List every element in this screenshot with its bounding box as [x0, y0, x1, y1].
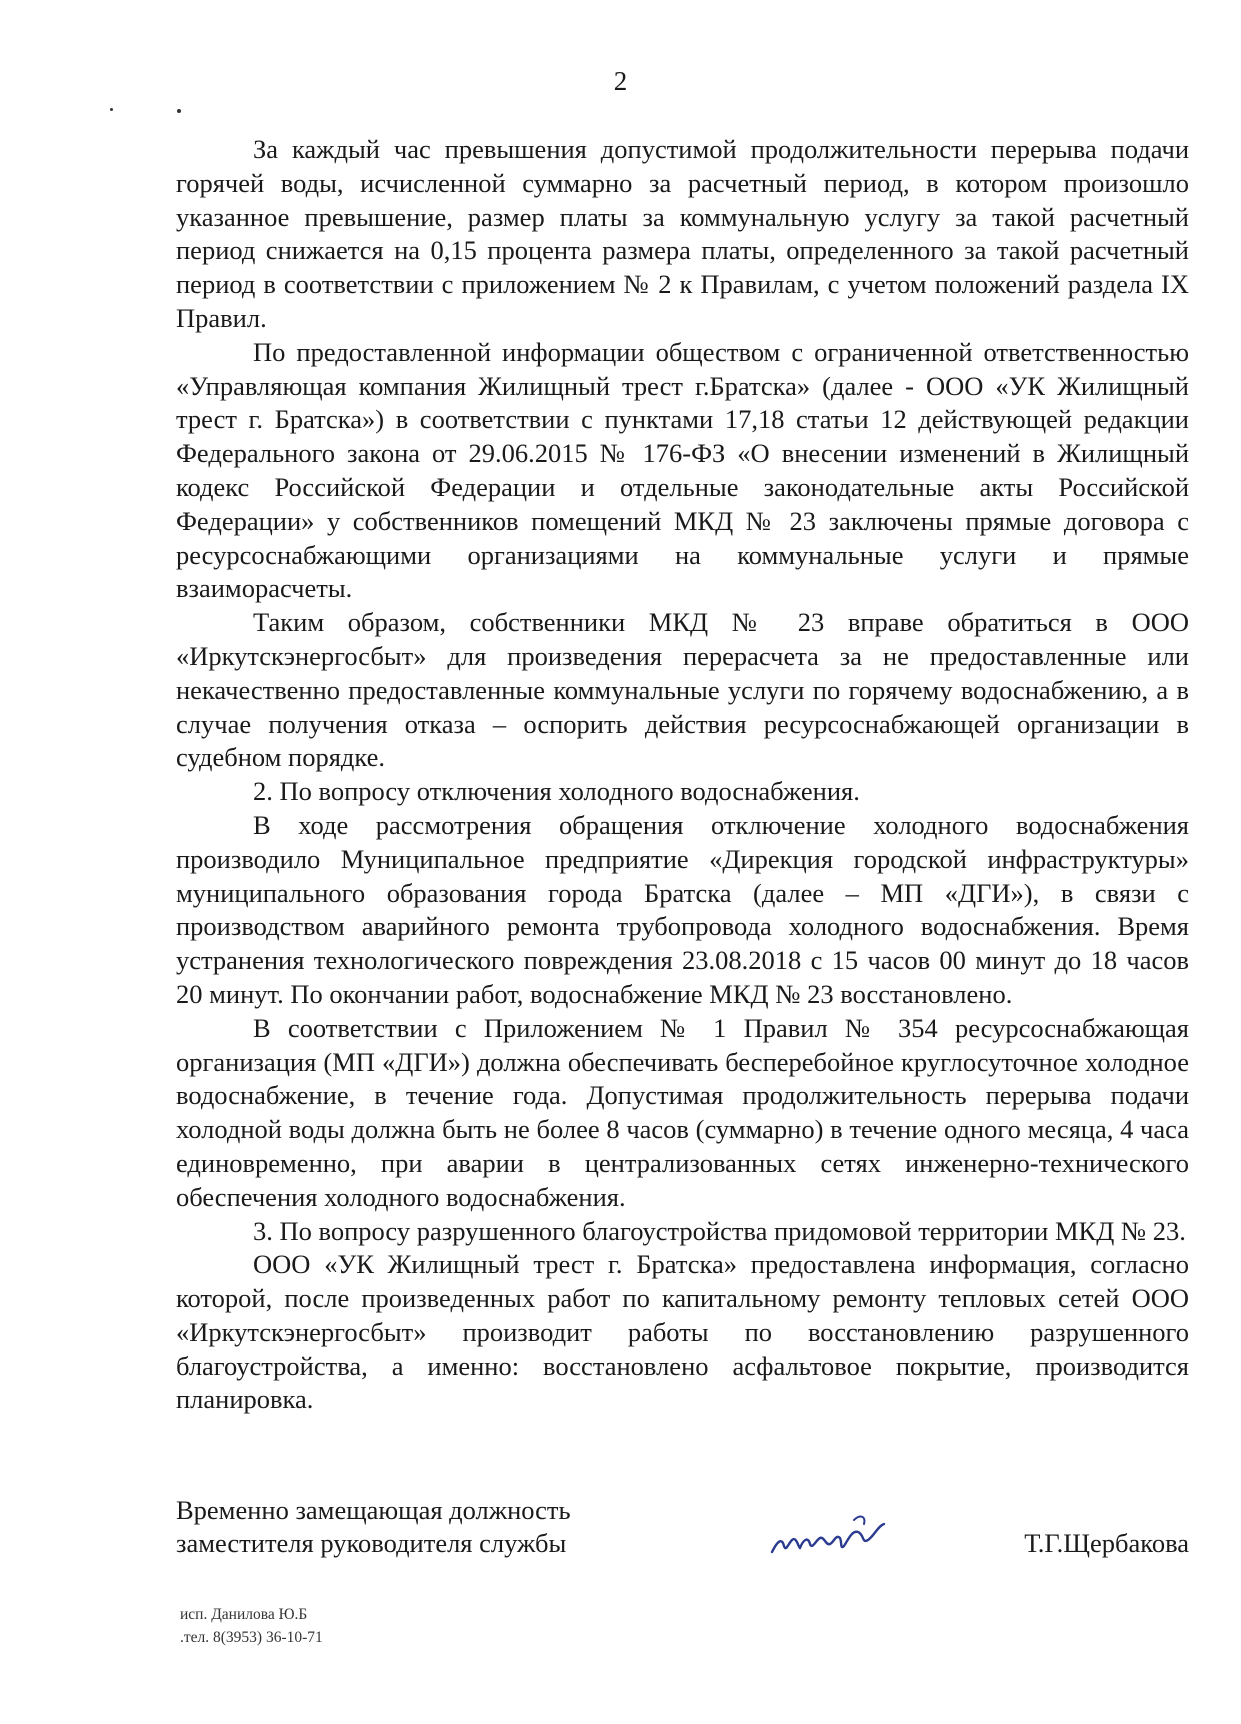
executor-footer — [180, 1603, 323, 1649]
paragraph-rules-354: В соответствии с Приложением № 1 Правил № 354 ресурсоснабжающая организация (МП «ДГИ») должна обеспечивать бесперебойное круглосуточное холодное водоснабжение, в течение года. Допустимая продолжительность перерыва подачи холодной воды должна быть не более 8 часов (суммарно) в течение одного месяца, 4 часа единовременно, при аварии в централизованных сетях инженерно-технического обеспечения холодного водоснабжения. — [176, 1012, 1189, 1212]
signature-block — [176, 1494, 1189, 1574]
paragraph-management-company: По предоставленной информации обществом с ограниченной ответственностью «Управляющая компания Жилищный трест г.Братска» (далее - ООО «УК Жилищный трест г. Братска») в соответствии с пунктами 17,18 статьи 12 действующей редакции Федерального закона от 29.06.2015 № 176-ФЗ «О внесении изменений в Жилищный кодекс Российской Федерации и отдельные законодательные акты Российской Федерации» у собственников помещений МКД № 23 заключены прямые договора с ресурсоснабжающими организациями на коммунальные услуги и прямые взаиморасчеты. — [176, 336, 1189, 604]
signatory-position — [176, 1494, 571, 1560]
paragraph-hot-water-fee: За каждый час превышения допустимой продолжительности перерыва подачи горячей воды, исчисленной суммарно за расчетный период, в котором произошло указанное превышение, размер платы за коммунальную услугу за такой расчетный период снижается на 0,15 процента размера платы, определенного за такой расчетный период в соответствии с приложением № 2 к Правилам, с учетом положений раздела IX Правил. — [176, 134, 1189, 333]
signatory-position-line2: заместителя руководителя службы — [176, 1528, 567, 1558]
handwritten-signature-icon — [766, 1510, 896, 1562]
paragraph-owners-right: Таким образом, собственники МКД № 23 вправе обратиться в ООО «Иркутскэнергосбыт» для произведения перерасчета за не предоставленные или некачественно предоставленные коммунальные услуги по горячему водоснабжению, а в случае получения отказа – оспорить действия ресурсоснабжающей организации в судебном порядке. — [176, 607, 1189, 773]
page-number: 2 — [613, 66, 628, 96]
paragraph-landscaping-restoration: ООО «УК Жилищный трест г. Братска» предоставлена информация, согласно которой, после произведенных работ по капитальному ремонту тепловых сетей ООО «Иркутскэнергосбыт» производит работы по восстановлению разрушенного благоустройства, а именно: восстановлено асфальтовое покрытие, производится планировка. — [176, 1249, 1189, 1415]
letter-body — [176, 133, 1189, 1417]
paragraph-cold-water-outage: В ходе рассмотрения обращения отключение холодного водоснабжения производило Муниципальное предприятие «Дирекция городской инфраструктуры» муниципального образования города Братска (далее – МП «ДГИ»), в связи с производством аварийного ремонта трубопровода холодного водоснабжения. Время устранения технологического повреждения 23.08.2018 с 15 часов 00 минут до 18 часов 20 минут. По окончании работ, водоснабжение МКД № 23 восстановлено. — [176, 809, 1189, 1009]
executor-name: исп. Данилова Ю.Б — [180, 1606, 308, 1623]
signatory-name: Т.Г.Щербакова — [1024, 1528, 1189, 1558]
signatory-position-line1: Временно замещающая должность — [176, 1495, 571, 1525]
executor-phone: .тел. 8(3953) 36-10-71 — [180, 1629, 323, 1646]
paragraph-heading-cold-water: 2. По вопросу отключения холодного водоснабжения. — [253, 776, 860, 807]
scan-speck — [177, 109, 181, 113]
scan-speck — [110, 108, 113, 111]
paragraph-heading-landscaping: 3. По вопросу разрушенного благоустройства придомовой территории МКД № 23. — [253, 1215, 1186, 1246]
